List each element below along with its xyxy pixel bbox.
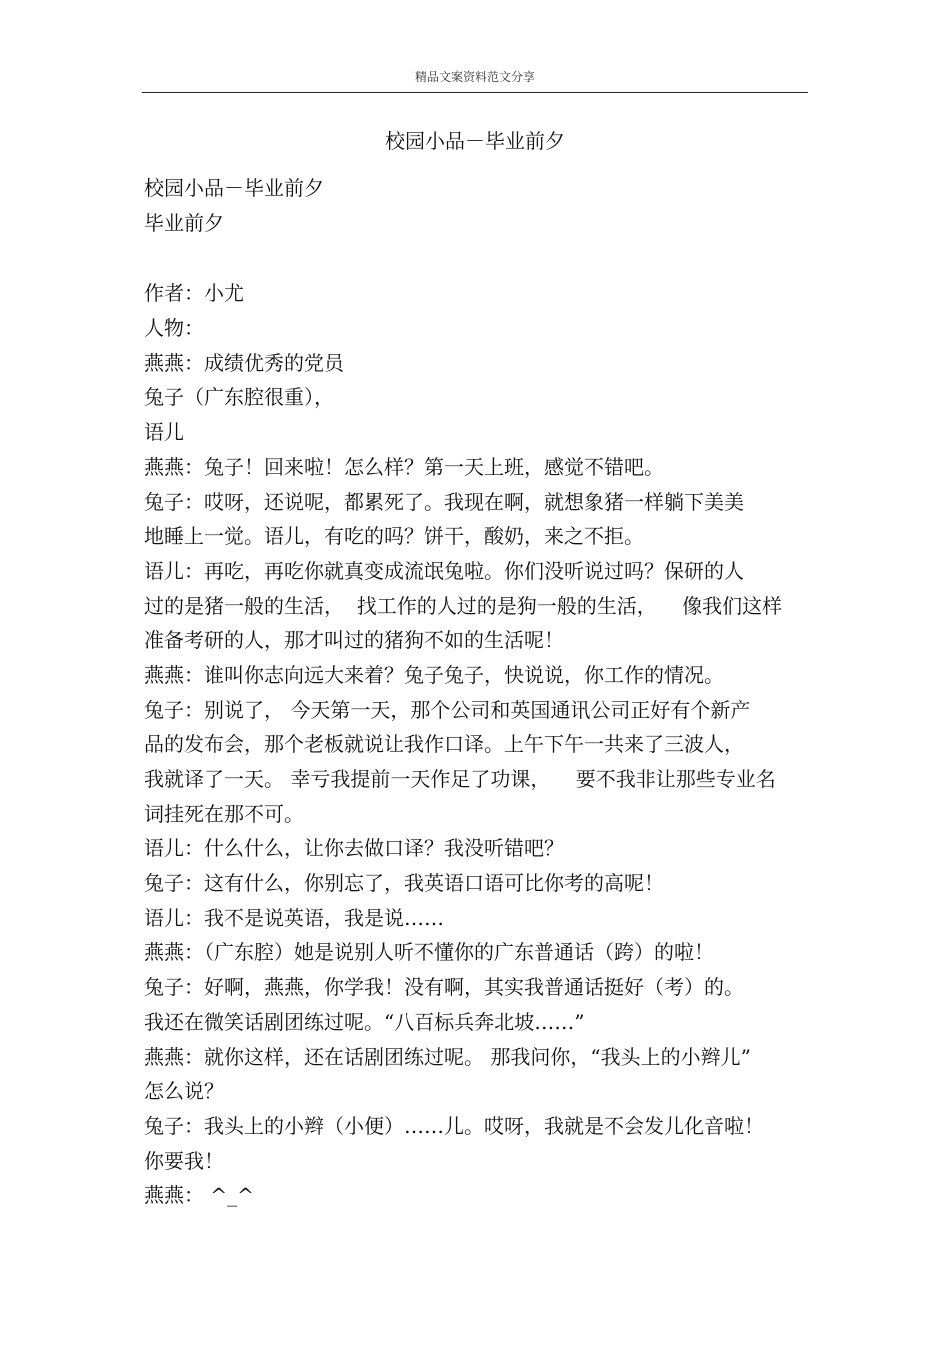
text-line: 你要我！ [144,1148,224,1173]
text-line: 语儿：再吃，再吃你就真变成流氓兔啦。你们没听说过吗？保研的人 [144,558,744,583]
text-line: 兔子（广东腔很重）， [144,385,334,410]
document-body [144,171,808,1213]
text-line: 词挂死在那不可。 [144,801,304,826]
text-line: 燕燕： ^_^ [144,1183,254,1208]
text-line: 燕燕：（广东腔）她是说别人听不懂你的广东普通话（跨）的啦！ [144,940,714,965]
text-line: 燕燕：谁叫你志向远大来着？兔子兔子，快说说，你工作的情况。 [144,662,724,687]
text-line: 兔子：好啊，燕燕，你学我！没有啊，其实我普通话挺好（考）的。 [144,975,744,1000]
text-line: 燕燕：成绩优秀的党员 [144,350,344,375]
text-line: 兔子：我头上的小辫（小便）……儿。哎呀，我就是不会发儿化音啦！ [144,1113,764,1138]
text-line: 语儿：什么什么，让你去做口译？我没听错吧？ [144,836,564,861]
text-line: 燕燕：就你这样，还在话剧团练过呢。 那我问你，“我头上的小辫儿” [144,1044,751,1069]
text-line: 准备考研的人，那才叫过的猪狗不如的生活呢！ [144,628,564,653]
page-header [142,64,808,93]
text-line: 地睡上一觉。语儿，有吃的吗？饼干，酸奶，来之不拒。 [144,524,644,549]
document-title: 校园小品－毕业前夕 [385,129,565,153]
text-line: 语儿 [144,420,184,445]
text-line: 人物： [144,316,204,341]
text-line: 我就译了一天。 幸亏我提前一天作足了功课， 要不我非让那些专业名 [144,767,776,791]
text-line: 燕燕：兔子！回来啦！怎么样？第一天上班，感觉不错吧。 [144,454,664,479]
text-line: 兔子：哎呀，还说呢，都累死了。我现在啊，就想象猪一样躺下美美 [144,489,744,514]
blank-line [144,240,808,276]
subtitle-line: 毕业前夕 [144,210,224,235]
text-line: 作者：小尤 [144,281,244,306]
text-line: 兔子：别说了， 今天第一天，那个公司和英国通讯公司正好有个新产 [144,697,751,722]
text-line: 语儿：我不是说英语，我是说…… [144,905,444,930]
subtitle-line: 校园小品－毕业前夕 [144,176,324,200]
text-line: 兔子：这有什么，你别忘了，我英语口语可比你考的高呢！ [144,871,664,896]
text-line: 怎么说？ [144,1079,224,1104]
header-text: 精品文案资料范文分享 [414,70,535,84]
text-line: 过的是猪一般的生活， 找工作的人过的是狗一般的生活， 像我们这样 [144,593,783,618]
text-line: 我还在微笑话剧团练过呢。“八百标兵奔北坡……” [144,1009,585,1034]
text-line: 品的发布会，那个老板就说让我作口译。上午下午一共来了三波人， [144,732,744,757]
